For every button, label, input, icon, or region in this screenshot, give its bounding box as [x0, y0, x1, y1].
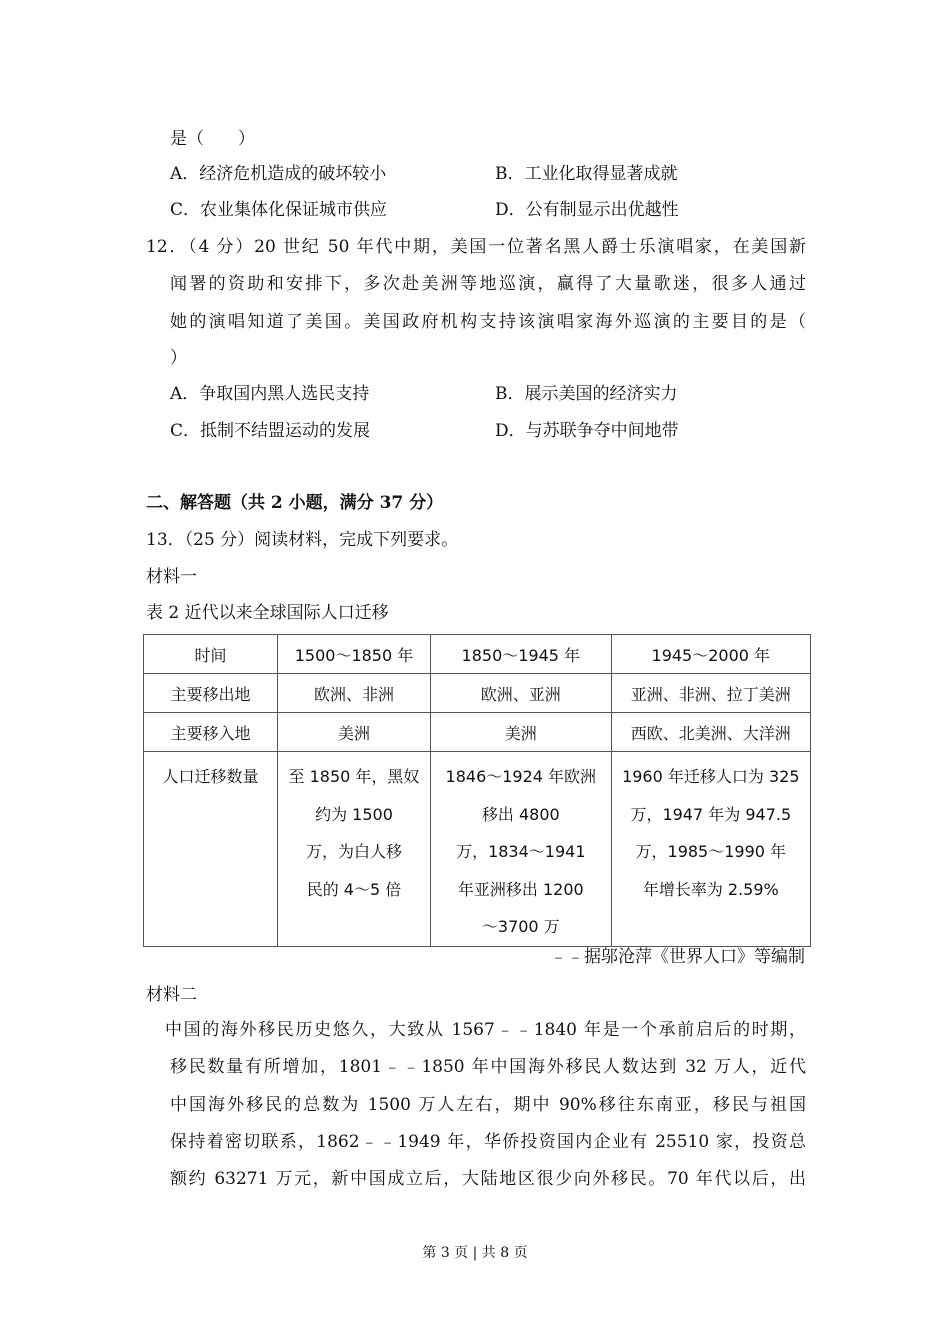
cell-line: 移出 4800: [481, 804, 560, 824]
q12-option-d: D．与苏联争夺中间地带: [495, 421, 679, 441]
q11-option-b: B．工业化取得显著成就: [495, 164, 678, 184]
cell-line: 1846～1924 年欧洲: [445, 767, 597, 786]
material-2-label: 材料二: [146, 985, 197, 1005]
q12-option-a: A．争取国内黑人选民支持: [170, 384, 370, 404]
cell-line: 年增长率为 2.59%: [642, 879, 779, 899]
table-cell: 亚洲、非洲、拉丁美洲: [611, 674, 810, 713]
table-header-cell: 时间: [144, 635, 278, 674]
table-cell-count-1850: [431, 752, 612, 947]
q11-option-c: C．农业集体化保证城市供应: [170, 200, 388, 220]
cell-line: 约为 1500: [315, 804, 393, 824]
page-footer: 第 3 页 | 共 8 页: [422, 1245, 528, 1261]
material-2-line-5: 额约 63271 万元，新中国成立后，大陆地区很少向外移民。70 年代以后，出: [170, 1169, 806, 1189]
table-cell: 西欧、北美洲、大洋洲: [611, 713, 810, 752]
cell-line: 万，1985～1990 年: [635, 842, 787, 861]
q12-line-2: 闻署的资助和安排下，多次赴美洲等地巡演，赢得了大量歌迷，很多人通过: [170, 274, 806, 294]
table-header-row: [144, 635, 811, 674]
table-cell: 美洲: [277, 713, 430, 752]
material-2-line-3: 中国海外移民的总数为 1500 万人左右，期中 90%移往东南亚，移民与祖国: [170, 1095, 806, 1115]
q12-option-b: B．展示美国的经济实力: [495, 384, 678, 404]
migration-table: [143, 634, 811, 947]
q12-option-c: C．抵制不结盟运动的发展: [170, 421, 371, 441]
q11-option-d: D．公有制显示出优越性: [495, 200, 679, 220]
cell-line: 至 1850 年，黑奴: [288, 767, 420, 786]
cell-line: 1960 年迁移人口为 325: [622, 767, 800, 786]
q13-stem: 13．（25 分）阅读材料，完成下列要求。: [146, 530, 459, 550]
material-2-line-1: 中国的海外移民历史悠久，大致从 1567﹣﹣1840 年是一个承前启后的时期，: [165, 1020, 806, 1040]
section-heading: 二、解答题（共 2 小题，满分 37 分）: [146, 493, 444, 513]
table-cell-count-1945: [611, 752, 810, 947]
table-cell: 主要移出地: [144, 674, 278, 713]
table-cell: 欧洲、亚洲: [431, 674, 612, 713]
table-cell: 人口迁移数量: [144, 752, 278, 947]
table-header-cell: 1500～1850 年: [277, 635, 430, 674]
table-cell: 美洲: [431, 713, 612, 752]
cell-line: 万，1834～1941: [456, 842, 586, 861]
table-source: ﹣﹣据邬沧萍《世界人口》等编制: [550, 947, 805, 967]
material-1-label: 材料一: [146, 567, 197, 587]
cell-line: 民的 4～5 倍: [306, 879, 402, 899]
material-2-line-4: 保持着密切联系，1862﹣﹣1949 年，华侨投资国内企业有 25510 家，投资总: [170, 1132, 806, 1152]
table-caption: 表 2 近代以来全球国际人口迁移: [146, 603, 389, 623]
cell-line: 万，为白人移: [305, 842, 402, 861]
table-cell: 欧洲、非洲: [277, 674, 430, 713]
table-header-cell: 1850～1945 年: [431, 635, 612, 674]
table-header-cell: 1945～2000 年: [611, 635, 810, 674]
q12-line-3: 她的演唱知道了美国。美国政府机构支持该演唱家海外巡演的主要目的是（: [170, 312, 806, 332]
q12-line-4: ）: [170, 348, 187, 368]
q12-line-1: 12．（4 分）20 世纪 50 年代中期，美国一位著名黑人爵士乐演唱家，在美国新: [146, 237, 806, 257]
material-2-line-2: 移民数量有所增加，1801﹣﹣1850 年中国海外移民人数达到 32 万人，近代: [170, 1057, 806, 1077]
table-cell: 主要移入地: [144, 713, 278, 752]
table-cell-count-1500: [277, 752, 430, 947]
cell-line: 万，1947 年为 947.5: [630, 804, 792, 824]
table-row: [144, 752, 811, 947]
table-row: [144, 713, 811, 752]
q11-continuation: 是（ ）: [170, 129, 255, 149]
cell-line: 年亚洲移出 1200: [457, 879, 584, 899]
q11-option-a: A．经济危机造成的破坏较小: [170, 164, 387, 184]
table-row: [144, 674, 811, 713]
cell-line: ～3700 万: [481, 917, 560, 936]
